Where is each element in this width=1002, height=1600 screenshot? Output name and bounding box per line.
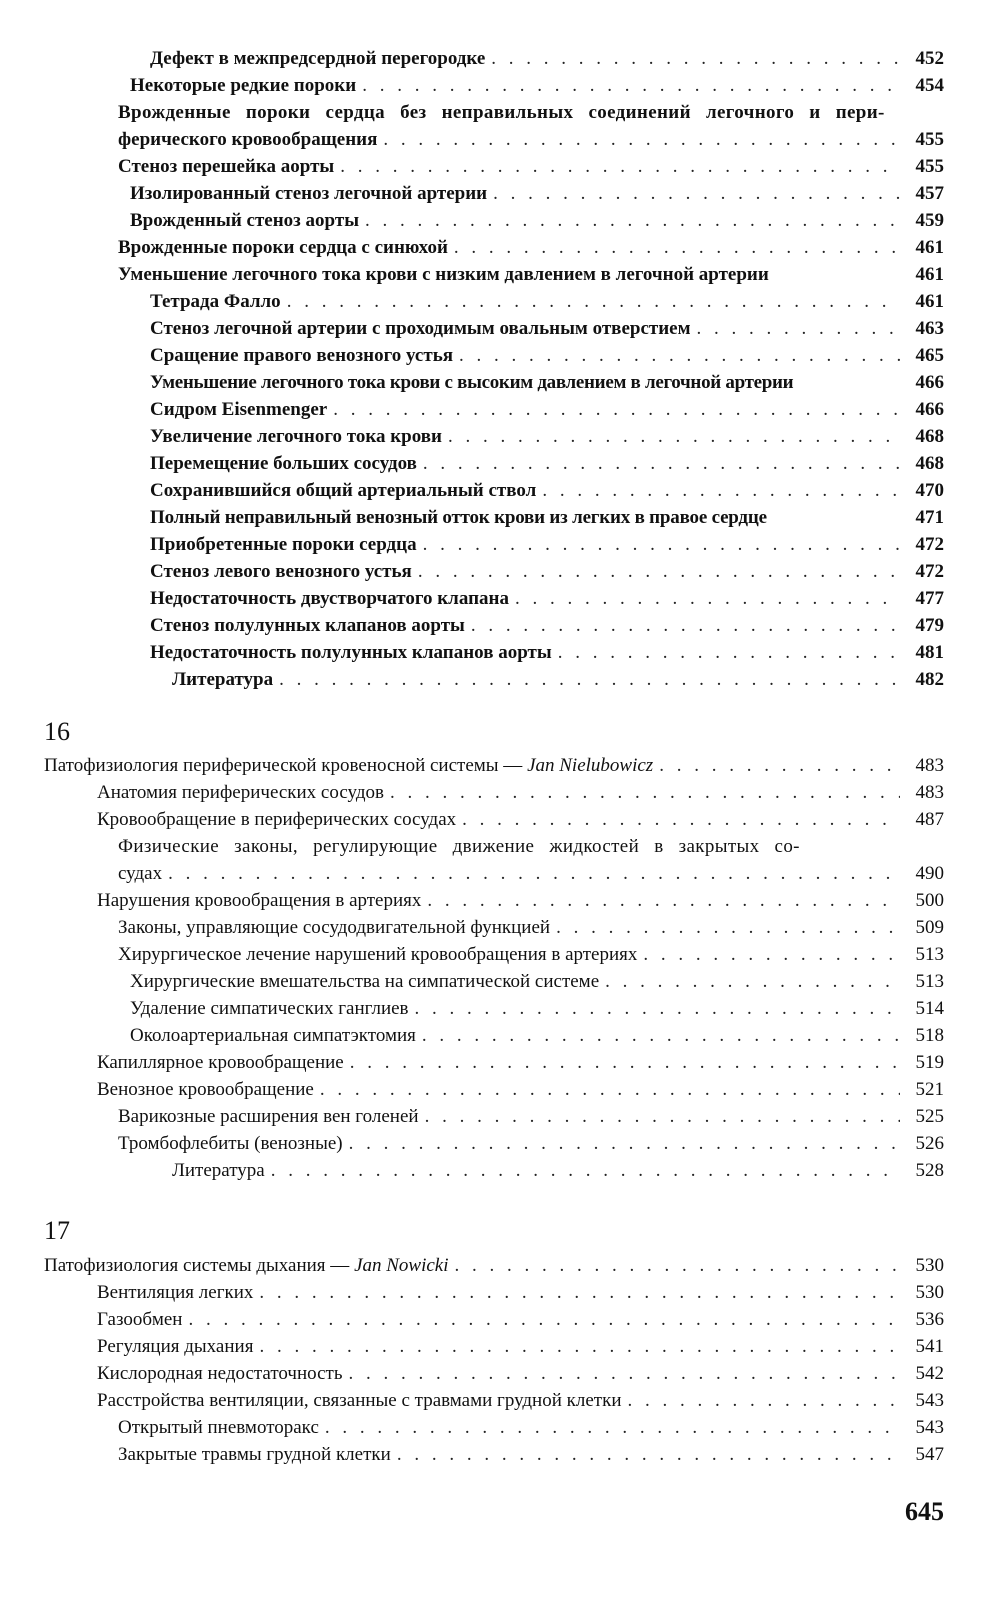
entry-page: 547 xyxy=(900,1441,944,1468)
entry-page: 461 xyxy=(900,234,944,261)
toc-entry xyxy=(0,126,1002,153)
entry-title: Физические законы, регулирующие движение жидкостей в закрытых со- xyxy=(118,836,800,857)
leader-dots xyxy=(459,342,944,369)
leader-dots xyxy=(491,45,944,72)
leader-dots xyxy=(605,968,944,995)
leader-dots xyxy=(448,423,944,450)
entry-title: Приобретенные пороки сердца xyxy=(150,534,417,555)
entry-title: Венозное кровообращение xyxy=(97,1079,314,1100)
entry-title: Увеличение легочного тока крови xyxy=(150,426,442,447)
toc-entry xyxy=(0,779,1002,806)
leader-dots xyxy=(362,72,944,99)
entry-title: Сидром Eisenmenger xyxy=(150,399,328,420)
entry-page: 487 xyxy=(900,806,944,833)
entry-title: Удаление симпатических ганглиев xyxy=(130,998,409,1019)
entry-title: Недостаточность двустворчатого клапана xyxy=(150,588,509,609)
entry-title: Газообмен xyxy=(97,1309,183,1330)
leader-dots xyxy=(415,995,944,1022)
leader-dots xyxy=(454,234,944,261)
toc-entry xyxy=(0,180,1002,207)
entry-title: Стеноз полулунных клапанов аорты xyxy=(150,615,465,636)
leader-dots xyxy=(455,1252,944,1279)
toc-entry xyxy=(0,396,1002,423)
toc-entry xyxy=(0,450,1002,477)
leader-dots xyxy=(340,153,944,180)
leader-dots xyxy=(427,887,944,914)
leader-dots xyxy=(515,585,944,612)
entry-page: 477 xyxy=(900,585,944,612)
entry-page: 519 xyxy=(900,1049,944,1076)
entry-page: 468 xyxy=(900,450,944,477)
entry-title: Недостаточность полулунных клапанов аорты xyxy=(150,642,552,663)
entry-title: Законы, управляющие сосудодвигательной функцией xyxy=(118,917,551,938)
entry-title: Стеноз легочной артерии с проходимым овальным отверстием xyxy=(150,318,691,339)
entry-title: Капиллярное кровообращение xyxy=(97,1052,344,1073)
entry-title: Патофизиология периферической кровеносной системы — Jan Nielubowicz xyxy=(44,755,654,776)
toc-entry xyxy=(0,1306,1002,1333)
chapter-number: 16 xyxy=(44,717,70,746)
entry-page: 513 xyxy=(900,968,944,995)
entry-page: 530 xyxy=(900,1279,944,1306)
entry-page: 461 xyxy=(900,261,944,288)
toc-entry xyxy=(0,72,1002,99)
entry-title: Расстройства вентиляции, связанные с травмами грудной клетки xyxy=(97,1390,622,1411)
entry-page: 481 xyxy=(900,639,944,666)
leader-dots xyxy=(383,126,944,153)
leader-dots xyxy=(320,1076,944,1103)
author-name: Jan Nowicki xyxy=(354,1255,449,1276)
toc-entry xyxy=(0,477,1002,504)
toc-entry xyxy=(0,1252,1002,1279)
leader-dots xyxy=(558,639,944,666)
entry-title: Регуляция дыхания xyxy=(97,1336,254,1357)
leader-dots xyxy=(168,860,944,887)
entry-page: 483 xyxy=(900,779,944,806)
entry-page: 466 xyxy=(900,369,944,396)
toc-entry xyxy=(0,941,1002,968)
toc-entry xyxy=(0,887,1002,914)
entry-page: 513 xyxy=(900,941,944,968)
leader-dots xyxy=(556,914,944,941)
entry-page: 463 xyxy=(900,315,944,342)
entry-page: 530 xyxy=(900,1252,944,1279)
toc-entry xyxy=(0,666,1002,693)
leader-dots xyxy=(333,396,944,423)
toc-entry xyxy=(0,612,1002,639)
leader-dots xyxy=(365,207,944,234)
toc-entry xyxy=(0,1103,1002,1130)
entry-page: 518 xyxy=(900,1022,944,1049)
entry-title: Дефект в межпредсердной перегородке xyxy=(150,48,486,69)
entry-title-continuation: ферического кровообращения xyxy=(118,129,378,150)
toc-entry xyxy=(0,207,1002,234)
toc-entry xyxy=(0,558,1002,585)
entry-title: Анатомия периферических сосудов xyxy=(97,782,384,803)
leader-dots xyxy=(259,1279,944,1306)
toc-entry xyxy=(0,806,1002,833)
entry-page: 472 xyxy=(900,531,944,558)
entry-title: Тромбофлебиты (венозные) xyxy=(118,1133,343,1154)
entry-page: 457 xyxy=(900,180,944,207)
entry-title: Кровообращение в периферических сосудах xyxy=(97,809,457,830)
entry-title: Околоартериальная симпатэктомия xyxy=(130,1025,416,1046)
leader-dots xyxy=(643,941,944,968)
leader-dots xyxy=(259,1333,944,1360)
entry-page: 536 xyxy=(900,1306,944,1333)
page-number: 645 xyxy=(905,1497,944,1526)
entry-page: 542 xyxy=(900,1360,944,1387)
toc-entry xyxy=(0,995,1002,1022)
entry-title: Варикозные расширения вен голеней xyxy=(118,1106,419,1127)
entry-title: Уменьшение легочного тока крови с высоким давлением в легочной артерии xyxy=(150,372,794,393)
entry-page: 483 xyxy=(900,752,944,779)
toc-entry xyxy=(0,1279,1002,1306)
leader-dots xyxy=(350,1049,944,1076)
entry-title: Кислородная недостаточность xyxy=(97,1363,343,1384)
entry-title: Патофизиология системы дыхания — Jan Nowicki xyxy=(44,1255,449,1276)
entry-title: Открытый пневмоторакс xyxy=(118,1417,319,1438)
toc-entry xyxy=(0,531,1002,558)
leader-dots xyxy=(628,1387,945,1414)
entry-page: 528 xyxy=(900,1157,944,1184)
entry-title: Некоторые редкие пороки xyxy=(130,75,357,96)
entry-title: Уменьшение легочного тока крови с низким давлением в легочной артерии xyxy=(118,264,769,285)
toc-entry xyxy=(0,1022,1002,1049)
entry-title: Хирургические вмешательства на симпатической системе xyxy=(130,971,600,992)
entry-page: 466 xyxy=(900,396,944,423)
entry-page: 452 xyxy=(900,45,944,72)
author-name: Jan Nielubowicz xyxy=(527,755,654,776)
toc-entry xyxy=(0,504,1002,531)
entry-page: 472 xyxy=(900,558,944,585)
leader-dots xyxy=(425,1103,944,1130)
leader-dots xyxy=(188,1306,944,1333)
toc-entry xyxy=(0,288,1002,315)
entry-title-continuation: судах xyxy=(118,863,163,884)
toc-entry xyxy=(0,315,1002,342)
leader-dots xyxy=(279,666,944,693)
entry-page: 543 xyxy=(900,1387,944,1414)
toc-entry xyxy=(0,1360,1002,1387)
entry-page: 509 xyxy=(900,914,944,941)
entry-title: Хирургическое лечение нарушений кровообращения в артериях xyxy=(118,944,638,965)
entry-title: Перемещение больших сосудов xyxy=(150,453,417,474)
entry-title: Сохранившийся общий артериальный ствол xyxy=(150,480,537,501)
toc-entry xyxy=(0,369,1002,396)
entry-page: 543 xyxy=(900,1414,944,1441)
entry-title: Полный неправильный венозный отток крови из легких в правое сердце xyxy=(150,507,767,528)
entry-title: Изолированный стеноз легочной артерии xyxy=(130,183,488,204)
toc-entry xyxy=(0,1387,1002,1414)
entry-page: 465 xyxy=(900,342,944,369)
leader-dots xyxy=(349,1360,944,1387)
entry-page: 468 xyxy=(900,423,944,450)
entry-title: Нарушения кровообращения в артериях xyxy=(97,890,422,911)
entry-page: 455 xyxy=(900,153,944,180)
toc-entry xyxy=(0,1076,1002,1103)
entry-title: Стеноз перешейка аорты xyxy=(118,156,335,177)
entry-title: Стеноз левого венозного устья xyxy=(150,561,412,582)
leader-dots xyxy=(471,612,944,639)
toc-entry xyxy=(0,914,1002,941)
toc-entry xyxy=(0,261,1002,288)
toc-entry xyxy=(0,1157,1002,1184)
entry-title: Литература xyxy=(172,669,274,690)
leader-dots xyxy=(423,450,944,477)
toc-entry xyxy=(0,1130,1002,1157)
toc-entry xyxy=(0,1414,1002,1441)
leader-dots xyxy=(349,1130,944,1157)
entry-page: 482 xyxy=(900,666,944,693)
toc-entry xyxy=(0,45,1002,72)
entry-page: 470 xyxy=(900,477,944,504)
leader-dots xyxy=(390,779,944,806)
entry-page: 459 xyxy=(900,207,944,234)
toc-entry xyxy=(0,1441,1002,1468)
entry-title: Литература xyxy=(172,1160,265,1181)
entry-page: 479 xyxy=(900,612,944,639)
toc-entry xyxy=(0,234,1002,261)
leader-dots xyxy=(422,1022,944,1049)
entry-page: 541 xyxy=(900,1333,944,1360)
toc-entry xyxy=(0,639,1002,666)
entry-page: 500 xyxy=(900,887,944,914)
leader-dots xyxy=(397,1441,944,1468)
entry-title: Сращение правого венозного устья xyxy=(150,345,454,366)
chapter-number: 17 xyxy=(44,1216,70,1245)
entry-page: 454 xyxy=(900,72,944,99)
leader-dots xyxy=(462,806,944,833)
leader-dots xyxy=(287,288,944,315)
toc-entry xyxy=(0,585,1002,612)
entry-page: 514 xyxy=(900,995,944,1022)
entry-title: Вентиляция легких xyxy=(97,1282,254,1303)
entry-page: 455 xyxy=(900,126,944,153)
entry-page: 526 xyxy=(900,1130,944,1157)
entry-page: 525 xyxy=(900,1103,944,1130)
entry-title: Врожденные пороки сердца без неправильных соединений легочного и пери- xyxy=(118,102,885,123)
leader-dots xyxy=(542,477,944,504)
entry-page: 471 xyxy=(900,504,944,531)
leader-dots xyxy=(418,558,944,585)
entry-title: Закрытые травмы грудной клетки xyxy=(118,1444,391,1465)
toc-entry xyxy=(0,1333,1002,1360)
leader-dots xyxy=(271,1157,944,1184)
toc-entry xyxy=(0,968,1002,995)
leader-dots xyxy=(325,1414,944,1441)
entry-title: Врожденный стеноз аорты xyxy=(130,210,360,231)
entry-page: 461 xyxy=(900,288,944,315)
entry-page: 490 xyxy=(900,860,944,887)
toc-entry xyxy=(0,1049,1002,1076)
entry-title: Врожденные пороки сердца с синюхой xyxy=(118,237,448,258)
toc-entry xyxy=(0,342,1002,369)
toc-entry xyxy=(0,860,1002,887)
toc-entry xyxy=(0,423,1002,450)
entry-title: Тетрада Фалло xyxy=(150,291,281,312)
leader-dots xyxy=(493,180,944,207)
toc-entry xyxy=(0,752,1002,779)
entry-page: 521 xyxy=(900,1076,944,1103)
toc-entry xyxy=(0,153,1002,180)
leader-dots xyxy=(423,531,944,558)
